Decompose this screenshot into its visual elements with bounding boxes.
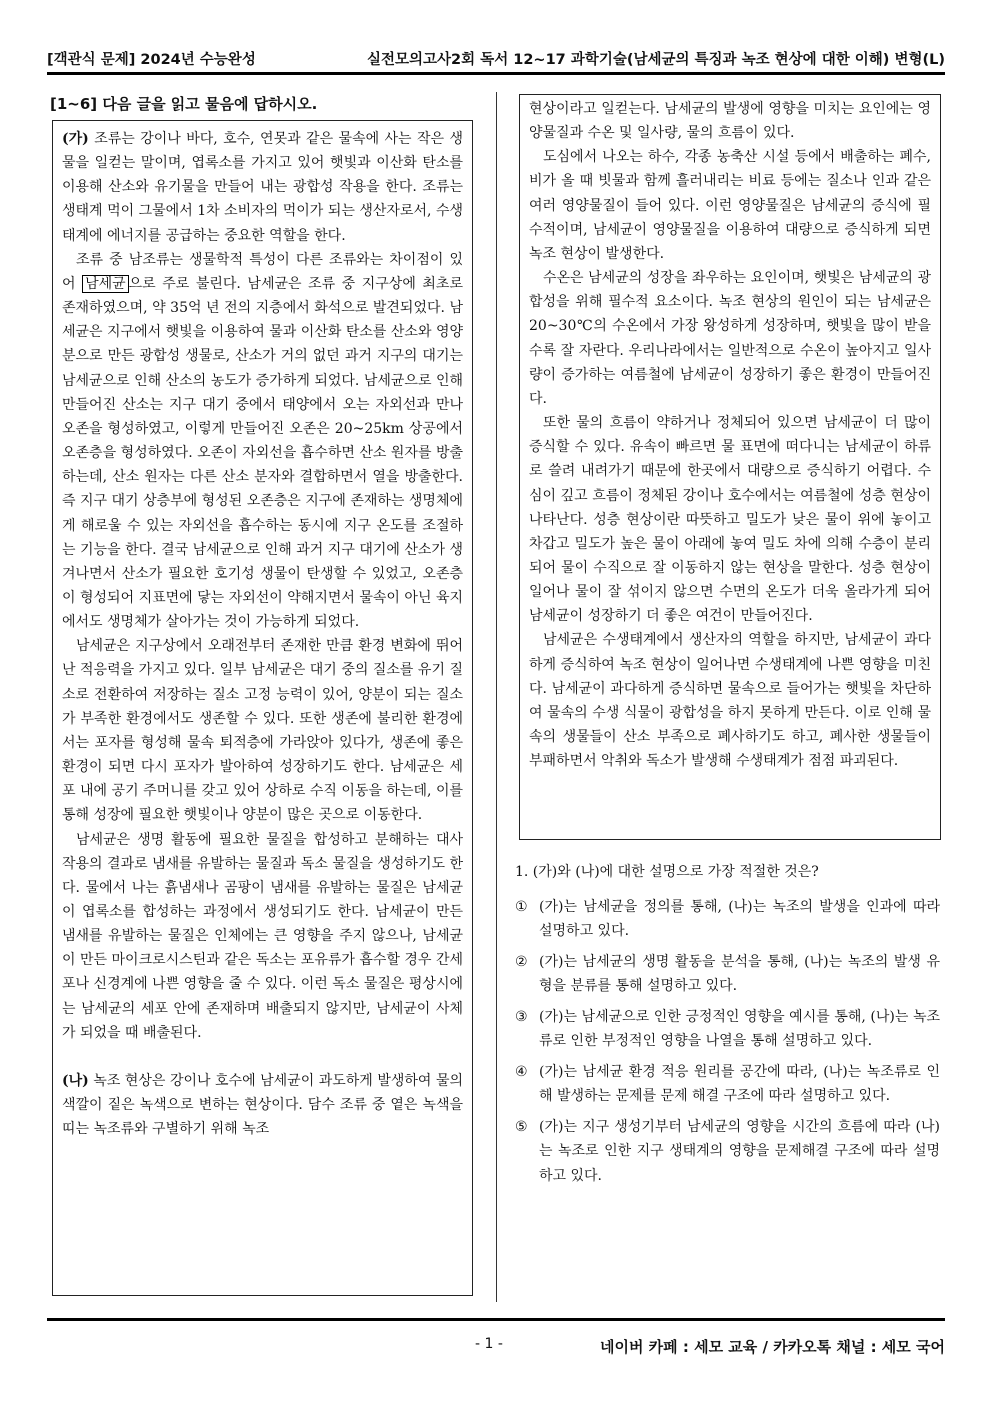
option-text: (가)는 남세균 환경 적응 원리를 공간에 따라, (나)는 녹조류로 인해 발생하는 문제를 문제 해결 구조에 따라 설명하고 있다. xyxy=(539,1063,940,1104)
passage-box-left xyxy=(52,120,473,1296)
option-number: ④ xyxy=(515,1063,528,1080)
passage-box-right xyxy=(519,94,941,840)
section-tag-na: (나) xyxy=(62,1072,89,1089)
option-number: ① xyxy=(515,898,528,915)
option-number: ② xyxy=(515,953,528,970)
passage-paragraph-9: 남세균은 수생태계에서 생산자의 역할을 하지만, 남세균이 과다하게 증식하여 녹조 현상이 일어나면 수생태계에 나쁜 영향을 미친다. 남세균이 과다하게 증식하면 물속으로 들어가는 햇빛을 차단하여 물속의 수생 식물이 광합성을 하지 못하게 만든다. 이로 인해 물속의 생물들이 산소 부족으로 폐사하기도 하고, 폐사한 생물들이 부패하면서 악취와 독소가 발생해 수생태계가 점점 파괴된다. xyxy=(529,632,931,770)
option-text: (가)는 남세균의 생명 활동을 분석을 통해, (나)는 녹조의 발생 유형을 분류를 통해 설명하고 있다. xyxy=(539,953,940,994)
section-tag-ga: (가) xyxy=(62,131,89,147)
answer-option-4[interactable] xyxy=(515,1060,940,1109)
option-text: (가)는 남세균으로 인한 긍정적인 영향을 예시를 통해, (나)는 녹조류로 인한 부정적인 영향을 나열을 통해 설명하고 있다. xyxy=(539,1008,940,1049)
option-text: (가)는 지구 생성기부터 남세균의 영향을 시간의 흐름에 따라 (나)는 녹조로 인한 지구 생태계의 영향을 문제해결 구조에 따라 설명하고 있다. xyxy=(539,1118,940,1184)
passage-paragraph-8: 또한 물의 흐름이 약하거나 정체되어 있으면 남세균이 더 많이 증식할 수 있다. 유속이 빠르면 물 표면에 떠다니는 남세균이 하류로 쓸려 내려가기 때문에 한곳에서 대량으로 증식하기 어렵다. 수심이 깊고 흐름이 정체된 강이나 호수에서는 여름철에 성층 현상이 나타난다. 성층 현상이란 따뜻하고 밀도가 낮은 물이 위에 놓이고 차갑고 밀도가 높은 물이 아래에 놓여 밀도 차에 의해 수층이 분리되어 물이 수직으로 잘 이동하지 않는 현상을 말한다. 성층 현상이 일어나 물이 잘 섞이지 않으면 수면의 온도가 더욱 올라가게 되어 남세균이 성장하기 더 좋은 여건이 만들어진다. xyxy=(529,415,931,625)
passage-paragraph-7: 수온은 남세균의 성장을 좌우하는 요인이며, 햇빛은 남세균의 광합성을 위해 필수적 요소이다. 녹조 현상의 원인이 되는 남세균은 20~30℃의 수온에서 가장 왕성하게 성장하며, 햇빛을 많이 받을수록 잘 자란다. 우리나라에서는 일반적으로 수온이 높아지고 일사량이 증가하는 여름철에 남세균이 성장하기 좋은 환경이 만들어진다. xyxy=(529,270,931,407)
page-footer xyxy=(47,1330,945,1360)
option-text: (가)는 남세균을 정의를 통해, (나)는 녹조의 발생을 인과에 따라 설명하고 있다. xyxy=(539,898,940,939)
option-number: ③ xyxy=(515,1008,528,1025)
instruction: [1~6] 다음 글을 읽고 물음에 답하시오. xyxy=(50,95,318,113)
boxed-term: 남세균 xyxy=(82,275,129,293)
option-number: ⑤ xyxy=(515,1118,528,1135)
answer-option-1[interactable] xyxy=(515,895,940,944)
passage-paragraph-5-cont: 현상이라고 일컫는다. 남세균의 발생에 영향을 미치는 요인에는 영양물질과 수온 및 일사량, 물의 흐름이 있다. xyxy=(529,101,931,142)
page-number: - 1 - xyxy=(475,1336,503,1352)
passage-paragraph-6: 도심에서 나오는 하수, 각종 농축산 시설 등에서 배출하는 폐수, 비가 올 때 빗물과 함께 흘러내리는 비료 등에는 질소나 인과 같은 여러 영양물질이 들어 있다. 이런 영양물질은 남세균의 증식에 필수적이며, 남세균이 영양물질을 이용하여 대량으로 증식하게 되면 녹조 현상이 발생한다. xyxy=(529,149,931,262)
passage-paragraph-2: 조류 중 남조류는 생물학적 특성이 다른 조류와는 차이점이 있어 남세균 으로 주로 불린다. 남세균은 조류 중 지구상에 최초로 존재하였으며, 약 35억 년 전의 지층에서 화석으로 발견되었다. 남세균은 지구에서 햇빛을 이용하여 물과 이산화 탄소를 산소와 영양분으로 만든 광합성 생물로, 산소가 거의 없던 과거 지구의 대기는 남세균으로 인해 산소의 농도가 증가하게 되었다. 남세균으로 인해 만들어진 산소는 지구 대기 중에서 태양에서 오는 자외선과 만나 오존을 형성하였고, 이렇게 만들어진 오존은 20~25km 상공에서 오존층을 형성하였다. 오존이 자외선을 흡수하면 산소 원자를 방출하는데, 산소 원자는 다른 산소 분자와 결합하면서 열을 방출한다. 즉 지구 대기 상층부에 형성된 오존층은 지구에 존재하는 생명체에게 해로울 수 있는 자외선을 흡수하는 동시에 지구 온도를 조절하는 기능을 한다. 결국 남세균으로 인해 과거 지구 대기에 산소가 생겨나면서 산소가 필요한 호기성 생물이 탄생할 수 있었고, 오존층이 형성되어 지표면에 닿는 자외선이 약해지면서 물속이 아닌 육지에서도 생명체가 살아가는 것이 가능하게 되었다. xyxy=(62,251,463,631)
passage-paragraph-3: 남세균은 지구상에서 오래전부터 존재한 만큼 환경 변화에 뛰어난 적응력을 가지고 있다. 일부 남세균은 대기 중의 질소를 유기 질소로 전환하여 저장하는 질소 고정 능력이 있어, 양분이 되는 질소가 부족한 환경에서도 생존할 수 있다. 또한 생존에 불리한 환경에서는 포자를 형성해 물속 퇴적층에 가라앉아 있다가, 생존에 좋은 환경이 되면 다시 포자가 발아하여 성장하기도 한다. 남세균은 세포 내에 공기 주머니를 갖고 있어 상하로 수직 이동을 하는데, 이를 통해 성장에 필요한 햇빛이나 양분이 많은 곳으로 이동한다. xyxy=(62,638,463,824)
page-header xyxy=(47,44,945,74)
answer-option-5[interactable] xyxy=(515,1115,940,1189)
header-title: 실전모의고사2회 독서 12~17 과학기술(남세균의 특징과 녹조 현상에 대한 이해) 변형(L) xyxy=(367,52,945,68)
question-stem: 1. (가)와 (나)에 대한 설명으로 가장 적절한 것은? xyxy=(515,864,819,880)
answer-option-2[interactable] xyxy=(515,950,940,999)
passage-paragraph-1: (가) 조류는 강이나 바다, 호수, 연못과 같은 물속에 사는 작은 생물을 일컫는 말이며, 엽록소를 가지고 있어 햇빛과 이산화 탄소를 이용해 산소와 유기물을 만들어 내는 광합성 작용을 한다. 조류는 생태계 먹이 그물에서 1차 소비자의 먹이가 되는 생산자로서, 수생태계에 에너지를 공급하는 중요한 역할을 한다. xyxy=(62,131,463,244)
header-rule xyxy=(47,72,945,75)
column-divider xyxy=(496,92,497,1302)
header-source: [객관식 문제] 2024년 수능완성 xyxy=(47,52,256,68)
question-1 xyxy=(515,860,940,1194)
footer-rule xyxy=(47,1318,945,1321)
footer-brand: 네이버 카페 : 세모 교육 / 카카오톡 채널 : 세모 국어 xyxy=(599,1338,945,1356)
passage-paragraph-5: (나) 녹조 현상은 강이나 호수에 남세균이 과도하게 발생하여 물의 색깔이 짙은 녹색으로 변하는 현상이다. 담수 조류 중 옅은 녹색을 띠는 녹조류와 구별하기 위해 녹조 xyxy=(62,1072,463,1138)
answer-option-3[interactable] xyxy=(515,1005,940,1054)
passage-paragraph-4: 남세균은 생명 활동에 필요한 물질을 합성하고 분해하는 대사 작용의 결과로 냄새를 유발하는 물질과 독소 물질을 생성하기도 한다. 물에서 나는 흙냄새나 곰팡이 냄새를 유발하는 물질은 남세균이 엽록소를 합성하는 과정에서 생성되기도 한다. 남세균이 만든 냄새를 유발하는 물질은 인체에는 큰 영향을 주지 않으나, 남세균이 만든 마이크로시스틴과 같은 독소는 포유류가 흡수할 경우 간세포나 신경계에 나쁜 영향을 줄 수 있다. 이런 독소 물질은 평상시에는 남세균의 세포 안에 존재하며 배출되지 않지만, 남세균이 사체가 되었을 때 배출된다. xyxy=(62,831,463,1041)
